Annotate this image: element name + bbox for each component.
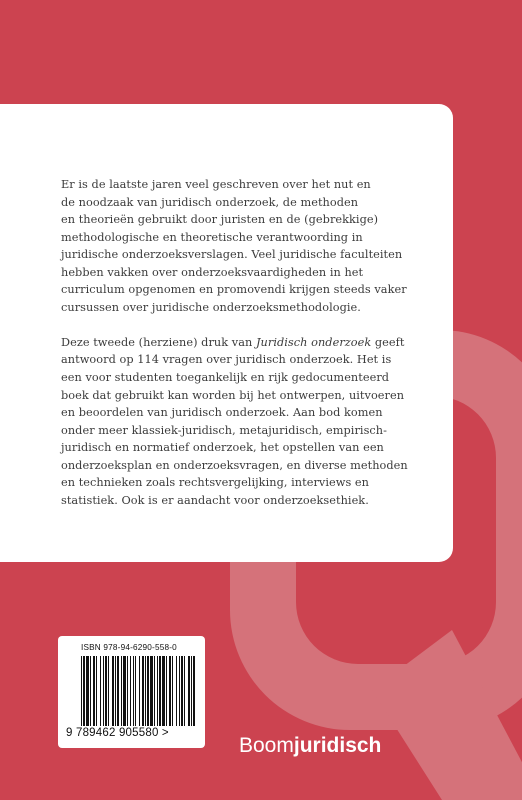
barcode-bar: [157, 656, 158, 726]
barcode-bar: [147, 656, 149, 726]
barcode-bar: [135, 656, 136, 726]
blurb-line: en beoordelen van juridisch onderzoek. Aan bod komen: [61, 406, 383, 420]
barcode-bar: [117, 656, 119, 726]
blurb-text: [61, 176, 408, 527]
barcode-bar: [166, 656, 167, 726]
blurb-line: methodologische en theoretische verantwoording in: [61, 230, 363, 244]
barcode-bar: [145, 656, 146, 726]
barcode-bar: [169, 656, 171, 726]
barcode-bar: [193, 656, 195, 726]
blurb-line: en technieken zoals rechtsvergelijking, interviews en: [61, 476, 369, 490]
blurb-line: juridisch en normatief onderzoek, het opstellen van een: [61, 441, 384, 455]
blurb-line: antwoord op 114 vragen over juridisch onderzoek. Het is: [61, 353, 392, 367]
barcode-bar: [162, 656, 165, 726]
blurb-line: [61, 334, 405, 352]
barcode-bars: [81, 656, 195, 726]
isbn-label: ISBN 978-94-6290-558-0: [81, 643, 177, 652]
barcode-bar: [154, 656, 155, 726]
barcode-bar: [96, 656, 97, 726]
blurb-line: de noodzaak van juridisch onderzoek, de methoden: [61, 195, 359, 209]
barcode-bar: [81, 656, 82, 726]
barcode-bar: [179, 656, 180, 726]
blurb-paragraph-2: [61, 334, 408, 509]
barcode-bar: [108, 656, 109, 726]
barcode-bar: [181, 656, 183, 726]
barcode-bar: [105, 656, 107, 726]
barcode-bar: [123, 656, 126, 726]
barcode-bar: [121, 656, 122, 726]
barcode-bar: [159, 656, 161, 726]
publisher-name-boom: Boom: [239, 734, 294, 757]
publisher-name-juridisch: juridisch: [293, 734, 382, 757]
barcode-bar: [133, 656, 134, 726]
blurb-line: en theorieën gebruikt door juristen en de (gebrekkige): [61, 213, 379, 227]
blurb-line: hebben vakken over onderzoeksvaardigheden in het: [61, 265, 364, 279]
barcode-bar: [103, 656, 104, 726]
ean-digits: 9 789462 905580 >: [66, 727, 169, 739]
barcode-bar: [139, 656, 140, 726]
blurb-line: onderzoeksplan en onderzoeksvragen, en diverse methoden: [61, 458, 408, 472]
barcode-bar: [115, 656, 116, 726]
blurb-line: juridische onderzoeksverslagen. Veel juridische faculteiten: [61, 248, 403, 262]
blurb-line: boek dat gebruikt kan worden bij het ontwerpen, uitvoeren: [61, 388, 405, 402]
barcode-bar: [142, 656, 144, 726]
blurb-line: curriculum opgenomen en promovendi krijgen steeds vaker: [61, 283, 407, 297]
barcode-bar: [100, 656, 101, 726]
blurb-text-fragment: Deze tweede (herziene) druk van: [61, 335, 256, 349]
barcode-bar: [93, 656, 95, 726]
barcode-bar: [150, 656, 153, 726]
barcode-bar: [86, 656, 89, 726]
barcode-bar: [188, 656, 190, 726]
book-title-italic: Juridisch onderzoek: [255, 335, 372, 349]
blurb-text-fragment: geeft: [371, 335, 405, 349]
barcode-bar: [176, 656, 177, 726]
barcode-bar: [90, 656, 91, 726]
barcode-bar: [130, 656, 131, 726]
barcode-bar: [127, 656, 128, 726]
barcode-bar: [184, 656, 185, 726]
isbn-barcode: [58, 636, 205, 748]
blurb-line: statistiek. Ook is er aandacht voor onderzoeksethiek.: [61, 493, 369, 507]
blurb-line: cursussen over juridische onderzoeksmethodologie.: [61, 300, 361, 314]
barcode-bar: [191, 656, 192, 726]
barcode-bar: [112, 656, 114, 726]
blurb-paragraph-1: [61, 176, 407, 316]
publisher-logo: [239, 734, 381, 758]
barcode-bar: [172, 656, 173, 726]
blurb-line: een voor studenten toegankelijk en rijk gedocumenteerd: [61, 370, 390, 384]
blurb-line: onder meer klassiek-juridisch, metajuridisch, empirisch-: [61, 423, 387, 437]
barcode-bar: [83, 656, 85, 726]
blurb-line: Er is de laatste jaren veel geschreven over het nut en: [61, 178, 371, 191]
